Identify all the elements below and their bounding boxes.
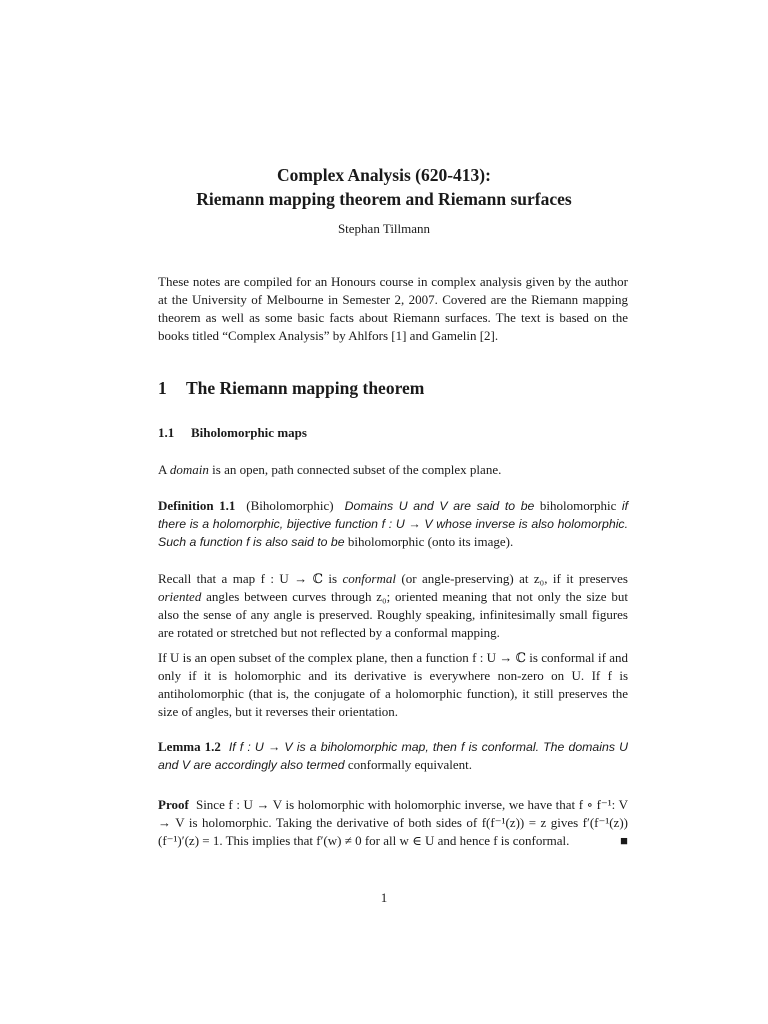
domain-term: domain [169, 462, 209, 477]
proof-text: Since f : U → V is holomorphic with holomorphic inverse, we have that f ∘ f⁻¹: V → V is holomorphic. Taking the derivative of both sides of f(f⁻¹(z)) = z gives f′(f⁻¹(z))(f⁻¹)′(z) = 1. This implies that f′(w) ≠ 0 for all w ∈ U and hence f is conformal. [158, 797, 629, 848]
section-number: 1 [158, 378, 167, 398]
lemma-block [158, 738, 628, 774]
proof-label: Proof [158, 797, 189, 812]
definition-text-3: if there is a holomorphic, bijective function f : U → V whose inverse is also holomorphic. Such a function f is also said to be [158, 499, 629, 549]
abstract-text: These notes are compiled for an Honours course in complex analysis given by the author at the University of Melbourne in Semester 2, 2007. Covered are the Riemann mapping theorem as well as some basic facts about Riemann surfaces. The text is based on the books titled “Complex Analysis” by Ahlfors [1] and Gamelin [2]. [158, 274, 628, 343]
conformal-text-1: Recall that a map f : U → ℂ is [158, 571, 343, 586]
conformal-term: conformal [342, 571, 396, 586]
title-line-2: Riemann mapping theorem and Riemann surfaces [196, 189, 572, 209]
domain-definition-paragraph [158, 461, 628, 479]
subsection-number: 1.1 [158, 425, 175, 440]
author: Stephan Tillmann [337, 221, 431, 236]
lemma-text-1: If f : U → V is a biholomorphic map, then f is conformal. The domains U and V are accordingly also termed [158, 740, 629, 772]
page-number: 1 [380, 890, 388, 905]
definition-text-4: biholomorphic (onto its image). [347, 534, 514, 549]
open-subset-text: If U is an open subset of the complex plane, then a function f : U → ℂ is conformal if and only if it is holomorphic and its derivative is everywhere non-zero on U. If f is antiholomorphic (that is, the conjugate of a holomorphic function), it still preserves the size of angles, but it reverses their orientation. [158, 650, 628, 719]
definition-name: (Biholomorphic) [246, 498, 334, 513]
title-block [0, 163, 768, 211]
conformal-text-2: (or angle-preserving) at z₀, if it preserves [395, 571, 628, 586]
lemma-label: Lemma 1.2 [158, 739, 221, 754]
subsection-heading [158, 425, 307, 441]
abstract [158, 273, 628, 345]
subsection-title: Biholomorphic maps [191, 425, 307, 440]
title-line-1: Complex Analysis (620-413): [277, 165, 491, 185]
proof-block [158, 796, 628, 850]
conformal-text-3: angles between curves through z₀; oriented meaning that not only the size but also the sense of any angle is preserved. Roughly speaking, infinitesimally small figures are rotated or stretched but not reflected by a conformal mapping. [158, 589, 628, 640]
qed-icon: ■ [620, 833, 628, 848]
definition-text-2: biholomorphic [539, 498, 617, 513]
domain-post: is an open, path connected subset of the complex plane. [208, 462, 502, 477]
open-subset-paragraph [158, 649, 628, 721]
oriented-term: oriented [158, 589, 202, 604]
section-heading [158, 378, 424, 399]
definition-text-1: Domains U and V are said to be [344, 499, 535, 513]
definition-block [158, 497, 628, 551]
lemma-text-2: conformally equivalent. [347, 757, 473, 772]
domain-pre: A [158, 462, 170, 477]
section-title: The Riemann mapping theorem [186, 378, 425, 398]
definition-label: Definition 1.1 [158, 498, 236, 513]
conformal-paragraph [158, 570, 628, 642]
